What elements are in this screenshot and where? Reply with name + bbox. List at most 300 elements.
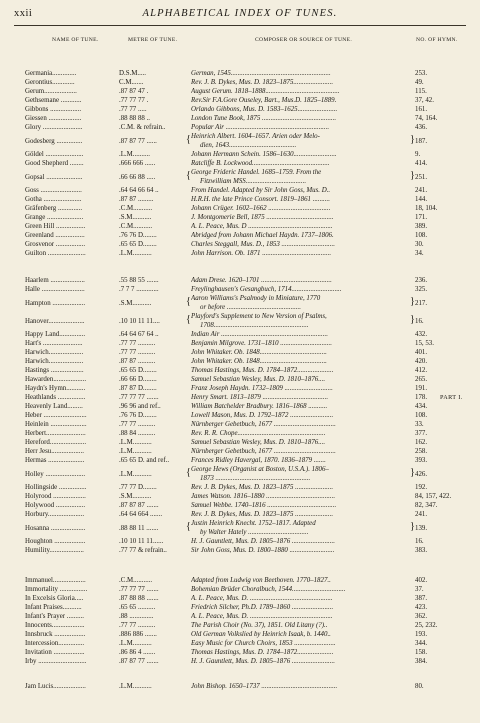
tune-source: John Whitaker. Ob. 1848....................................... xyxy=(191,349,327,356)
tune-metre: .77 77 .......... xyxy=(119,622,156,629)
index-row xyxy=(0,682,480,691)
hymn-number: 393. xyxy=(415,457,428,464)
tune-source: Rev. J. B. Dykes, Mus. D. 1823–1875 ...................... xyxy=(191,484,334,491)
index-row xyxy=(0,231,480,240)
tune-source: H. J. Gauntlett, Mus. D. 1805–1876 ......................... xyxy=(191,538,335,545)
tune-source-continued: 1708....................................................... xyxy=(200,322,309,329)
tune-source: Freylinghausen's Gesangbuch, 1714............................. xyxy=(191,286,342,293)
tune-name: Innocents................... xyxy=(25,622,85,629)
tune-name: Hart's ....................... xyxy=(25,340,83,347)
index-row xyxy=(0,213,480,222)
index-row xyxy=(0,159,480,168)
index-row xyxy=(0,294,480,312)
index-row xyxy=(0,537,480,546)
tune-name: Godesberg ............... xyxy=(25,137,83,145)
part-label: PART I. xyxy=(440,394,463,401)
tune-source: Bohemian Brüder Choralbuch, 1544............................... xyxy=(191,586,346,593)
hymn-number: 162. xyxy=(415,439,428,446)
hymn-number: 325. xyxy=(415,286,428,293)
index-row xyxy=(0,249,480,258)
hymn-number: 236. xyxy=(415,277,428,284)
tune-metre: .C.M. & refrain.. xyxy=(119,124,166,131)
tune-name: Greenland ................. xyxy=(25,232,85,239)
tune-source: Samuel Sebastian Wesley, Mus. D. 1810–1876.... xyxy=(191,439,326,446)
hymn-number: 344. xyxy=(415,640,428,647)
index-row xyxy=(0,357,480,366)
hymn-number: 15, 53. xyxy=(415,340,434,347)
index-row xyxy=(0,501,480,510)
tune-metre: .65 65 D........ xyxy=(119,367,157,374)
tune-name: Heber ......................... xyxy=(25,412,87,419)
index-row xyxy=(0,594,480,603)
index-row xyxy=(0,204,480,213)
tune-metre: .87 87 77 ....... xyxy=(119,658,159,665)
page-title: ALPHABETICAL INDEX OF TUNES. xyxy=(142,8,338,19)
tune-source: John Harrison. Ob. 1871 ........................................ xyxy=(191,250,332,257)
tune-metre: .77 77 77 ....... xyxy=(119,586,159,593)
index-row xyxy=(0,456,480,465)
tune-name: Good Shepherd ........ xyxy=(25,160,84,167)
index-row xyxy=(0,402,480,411)
tune-source: Thomas Hastings, Mus. D. 1784–1872..................... xyxy=(191,367,334,374)
hymn-number: 178. xyxy=(415,394,428,401)
index-row xyxy=(0,393,480,402)
tune-metre: .77 77 .......... xyxy=(119,421,156,428)
index-row xyxy=(0,348,480,357)
index-row xyxy=(0,510,480,519)
tune-metre: .S.M........... xyxy=(119,493,152,500)
right-brace: } xyxy=(410,296,415,307)
tune-metre: .C.M........... xyxy=(119,577,153,584)
tune-source: Abridged from Johann Michael Haydn. 1737–1806. xyxy=(191,232,334,239)
tune-source: Nürnberger Gebetbuch, 1677 .................................... xyxy=(191,448,336,455)
tune-name: Guilton ...................... xyxy=(25,250,86,257)
tune-metre: .88 .............. xyxy=(119,613,154,620)
left-brace: { xyxy=(186,170,191,181)
index-row xyxy=(0,330,480,339)
index-row xyxy=(0,96,480,105)
hymn-number: 389. xyxy=(415,223,428,230)
index-row xyxy=(0,384,480,393)
index-row xyxy=(0,69,480,78)
tune-metre: .76 76 D........ xyxy=(119,232,157,239)
tune-name: Gethsemane ............ xyxy=(25,97,82,104)
tune-name: Hastings ................... xyxy=(25,367,84,374)
hymn-number: 377. xyxy=(415,430,428,437)
hymn-number: 193. xyxy=(415,631,428,638)
hymn-number: 401. xyxy=(415,349,428,356)
tune-source-continued: dien, 1643....................................... xyxy=(200,142,297,149)
right-brace: } xyxy=(410,134,415,145)
tune-name: Gibbons .................. xyxy=(25,106,82,113)
tune-metre: .87 87 D........ xyxy=(119,385,157,392)
tune-metre: .65 65 D. and ref.. xyxy=(119,457,170,464)
tune-metre: .L.M........... xyxy=(119,439,152,446)
tune-metre: .64 64 664 ....... xyxy=(119,511,163,518)
tune-source: Sir John Goss, Mus. D. 1800–1880 .......................... xyxy=(191,547,335,554)
tune-name: In Excelsis Gloria..... xyxy=(25,595,84,602)
tune-source: A. L. Peace, Mus. D ................................................. xyxy=(191,223,333,230)
index-row xyxy=(0,648,480,657)
tune-name: Houghton .................. xyxy=(25,538,86,545)
tune-source: Charles Steggall, Mus. D., 1853 ............................... xyxy=(191,241,335,248)
tune-name: Irby ............................ xyxy=(25,658,87,665)
hymn-number: 18, 104. xyxy=(415,205,438,212)
hymn-number: 144. xyxy=(415,196,428,203)
tune-source-continued: 1873 ....................................................... xyxy=(200,475,311,482)
tune-metre: .96 96 and ref.. xyxy=(119,403,161,410)
page-header xyxy=(14,8,466,24)
index-row xyxy=(0,87,480,96)
tune-source-continued: Fitzwilliam MSS................................... xyxy=(200,178,307,185)
tune-source: John Whitaker. Ob. 1848....................................... xyxy=(191,358,327,365)
hymn-number: 161. xyxy=(415,106,428,113)
tune-name: Hereford..................... xyxy=(25,439,87,446)
hymn-number: 37, 42. xyxy=(415,97,434,104)
hymn-number: 436. xyxy=(415,124,428,131)
tune-source: A. L. Peace, Mus. D. ................................................ xyxy=(191,613,333,620)
tune-source: Friedrich Silcher, Ph.D. 1789–1860 ........................ xyxy=(191,604,334,611)
tune-name: Hawarden................... xyxy=(25,376,87,383)
index-row xyxy=(0,411,480,420)
tune-metre: .77 77 .......... xyxy=(119,349,156,356)
tune-metre: .66 66 D........ xyxy=(119,376,157,383)
index-row xyxy=(0,375,480,384)
index-row xyxy=(0,639,480,648)
tune-name: Herr Jesu................... xyxy=(25,448,84,455)
tune-source: Rev.Sir F.A.Gore Ouseley, Bart., Mus.D. 1825–1889. xyxy=(191,97,337,104)
right-brace: } xyxy=(410,170,415,181)
hymn-number: 108. xyxy=(415,232,428,239)
tune-metre: .88 88 88 .. xyxy=(119,115,151,122)
index-row xyxy=(0,438,480,447)
hymn-number: 115. xyxy=(415,88,427,95)
tune-name: Intercession............... xyxy=(25,640,85,647)
hymn-number: 426. xyxy=(415,470,428,478)
tune-source: Nürnberger Gebetbuch, 1677 .................................... xyxy=(191,421,336,428)
tune-source: Popular Air ............................................................ xyxy=(191,124,330,131)
tune-metre: .65 65 D........ xyxy=(119,241,157,248)
index-row xyxy=(0,105,480,114)
hymn-number: 241. xyxy=(415,511,428,518)
index-row xyxy=(0,630,480,639)
tune-source: Benjamin Milgrove. 1731–1810 .............................. xyxy=(191,340,332,347)
hymn-number: 74, 164. xyxy=(415,115,438,122)
tune-source: Samuel Sebastian Wesley, Mus. D. 1810–1876.... xyxy=(191,376,326,383)
right-brace: } xyxy=(410,521,415,532)
tune-source: London Tune Book, 1875 ........................................... xyxy=(191,115,337,122)
left-brace: { xyxy=(186,314,191,325)
index-row xyxy=(0,585,480,594)
tune-name: Halle ......................... xyxy=(25,286,85,293)
tune-name: Invitation .................. xyxy=(25,649,85,656)
tune-metre: .88 84 .......... xyxy=(119,430,156,437)
tune-name: Holley ....................... xyxy=(25,470,86,478)
tune-name: Gräfenberg .............. xyxy=(25,205,83,212)
tune-metre: .86 86 4 ....... xyxy=(119,649,156,656)
index-row xyxy=(0,519,480,537)
index-row xyxy=(0,603,480,612)
tune-source: Orlando Gibbons, Mus. D. 1583–1625....................... xyxy=(191,106,338,113)
index-row xyxy=(0,195,480,204)
tune-source: H. J. Gauntlett, Mus. D. 1805–1876 ......................... xyxy=(191,658,335,665)
tune-name: Jam Lucis................... xyxy=(25,683,86,690)
tune-name: Heinlein ..................... xyxy=(25,421,87,428)
tune-metre: .76 76 D........ xyxy=(119,412,157,419)
hymn-number: 34. xyxy=(415,250,424,257)
tune-metre: .87 87 47 . xyxy=(119,88,149,95)
index-row xyxy=(0,483,480,492)
hymn-number: 387. xyxy=(415,595,428,602)
tune-metre: .66 66 88 ..... xyxy=(119,173,156,181)
tune-name: Green Hill ................. xyxy=(25,223,86,230)
tune-metre: .7 7 7 ............. xyxy=(119,286,159,293)
index-row xyxy=(0,222,480,231)
hymn-number: 171. xyxy=(415,214,428,221)
hymn-number: 158. xyxy=(415,649,428,656)
index-row xyxy=(0,114,480,123)
tune-source: Easy Music for Church Choirs, 1853 ........................ xyxy=(191,640,336,647)
hymn-number: 25, 232. xyxy=(415,622,438,629)
index-row xyxy=(0,465,480,483)
tune-name: Herbert....................... xyxy=(25,430,86,437)
hymn-number: 49. xyxy=(415,79,424,86)
hymn-number: 37. xyxy=(415,586,424,593)
tune-metre: .77 77 & refrain.. xyxy=(119,547,167,554)
tune-metre: .77 77 77 ....... xyxy=(119,394,159,401)
tune-source: John Bishop. 1650–1737 ............................................ xyxy=(191,683,338,690)
index-row xyxy=(0,339,480,348)
index-row xyxy=(0,312,480,330)
tune-name: Hosanna .................... xyxy=(25,524,86,532)
tune-metre: .87 87 .......... xyxy=(119,358,156,365)
tune-metre: .L.M........... xyxy=(119,470,152,478)
tune-name: Hanover..................... xyxy=(25,317,85,325)
tune-name: Hermas ..................... xyxy=(25,457,85,464)
hymn-number: 432. xyxy=(415,331,428,338)
tune-metre: .L.M........... xyxy=(119,250,152,257)
hymn-number: 139. xyxy=(415,524,428,532)
tune-metre: .666 666 ...... xyxy=(119,160,156,167)
tune-metre: .77 77 77 . xyxy=(119,97,149,104)
tune-source: Playford's Supplement to New Version of Psalms, xyxy=(191,313,327,320)
tune-metre: .87 87 ......... xyxy=(119,196,154,203)
tune-metre: .77 77 .......... xyxy=(119,340,156,347)
tune-source: Frances Ridley Havergal, 1870. 1836–1879 ....... xyxy=(191,457,326,464)
tune-source: Indian Air .............................................................. xyxy=(191,331,328,338)
tune-name: Gerontius............. xyxy=(25,79,75,86)
tune-name: Harwich.................... xyxy=(25,349,84,356)
tune-source: A. L. Peace, Mus. D. ................................................ xyxy=(191,595,333,602)
tune-metre: .55 88 55 ....... xyxy=(119,277,159,284)
tune-source: August Gerum. 1818–1888........................................... xyxy=(191,88,340,95)
left-brace: { xyxy=(186,521,191,532)
tune-metre: .87 88 88 ....... xyxy=(119,595,159,602)
index-row xyxy=(0,132,480,150)
hymn-number: 33. xyxy=(415,421,424,428)
index-row xyxy=(0,447,480,456)
hymn-number: 187. xyxy=(415,137,428,145)
hymn-number: 402. xyxy=(415,577,428,584)
tune-name: Göldel ...................... xyxy=(25,151,84,158)
hymn-number: 16. xyxy=(415,538,424,545)
tune-metre: C.M....... xyxy=(119,79,144,86)
index-row xyxy=(0,576,480,585)
index-row xyxy=(0,366,480,375)
tune-metre: .L.M........... xyxy=(119,448,152,455)
page-number: xxii xyxy=(14,8,33,19)
tune-name: Immanuel................... xyxy=(25,577,86,584)
tune-source-continued: by Walter Hately ................................... xyxy=(200,529,309,536)
tune-name: Infant Praises........... xyxy=(25,604,82,611)
hymn-number: 108. xyxy=(415,412,428,419)
tune-source-continued: or before ........................................... xyxy=(200,304,301,311)
hymn-number: 434. xyxy=(415,403,428,410)
tune-source: Adapted from Ludwig von Beethoven. 1770–1827.. xyxy=(191,577,331,584)
hymn-number: 82, 347. xyxy=(415,502,438,509)
hymn-number: 412. xyxy=(415,367,428,374)
tune-metre: .88 88 11 ....... xyxy=(119,524,159,532)
index-row xyxy=(0,276,480,285)
left-brace: { xyxy=(186,296,191,307)
hymn-number: 258. xyxy=(415,448,428,455)
tune-source: Samuel Webbe. 1740–1816 ........................................ xyxy=(191,502,337,509)
index-row xyxy=(0,546,480,555)
tune-source: Lowell Mason, Mus. D. 1792–1872 ......................... xyxy=(191,412,334,419)
hymn-number: 30. xyxy=(415,241,424,248)
tune-source: German, 1545.......................................................... xyxy=(191,70,331,77)
tune-metre: .L.M........... xyxy=(119,640,152,647)
tune-name: Grosvenor ................. xyxy=(25,241,86,248)
index-row xyxy=(0,621,480,630)
tune-metre: .L.M.......... xyxy=(119,151,151,158)
tune-source: J. Montgomerie Bell, 1875 ....................................... xyxy=(191,214,334,221)
index-row xyxy=(0,420,480,429)
tune-name: Harwich.................... xyxy=(25,358,84,365)
hymn-number: 217. xyxy=(415,299,428,307)
tune-source: James Watson. 1816–1880 ........................................ xyxy=(191,493,336,500)
right-brace: } xyxy=(410,314,415,325)
tune-source: Henry Smart. 1813–1879 ...................................... xyxy=(191,394,329,401)
hymn-number: 80. xyxy=(415,683,424,690)
tune-metre: .77 77 D........ xyxy=(119,484,157,491)
hymn-number: 191. xyxy=(415,385,428,392)
hymn-number: 362. xyxy=(415,613,428,620)
header-rule xyxy=(14,25,466,26)
hymn-number: 16. xyxy=(415,317,424,325)
tune-source: Ratcliffe B. Lockwood............................................. xyxy=(191,160,330,167)
tune-metre: .10 10 11 11...... xyxy=(119,538,164,545)
hymn-number: 192. xyxy=(415,484,428,491)
tune-name: Infant's Prayer .......... xyxy=(25,613,85,620)
left-brace: { xyxy=(186,134,191,145)
tune-name: Gerum................... xyxy=(25,88,77,95)
col-header-metre: METRE OF TUNE. xyxy=(128,37,178,43)
tune-name: Hollingside ................ xyxy=(25,484,87,491)
hymn-number: 265. xyxy=(415,376,428,383)
tune-name: Heathlands ................ xyxy=(25,394,86,401)
tune-metre: .64 64 67 64 .. xyxy=(119,331,159,338)
left-brace: { xyxy=(186,467,191,478)
tune-metre: .C.M........... xyxy=(119,223,153,230)
tune-source: Justin Heinrich Knecht. 1752–1817. Adapted xyxy=(191,520,316,527)
tune-name: Glory ....................... xyxy=(25,124,83,131)
column-headers xyxy=(0,37,480,45)
tune-source: Rev. J. B. Dykes, Mus. D. 1823–1875 ...................... xyxy=(191,511,334,518)
tune-name: Humility.................... xyxy=(25,547,84,554)
tune-metre: .65 65 .......... xyxy=(119,604,156,611)
tune-name: Holywood ................. xyxy=(25,502,86,509)
tune-name: Grange ..................... xyxy=(25,214,84,221)
tune-name: Giessen ................... xyxy=(25,115,82,122)
index-row xyxy=(0,285,480,294)
hymn-number: 384. xyxy=(415,658,428,665)
tune-metre: .S.M........... xyxy=(119,299,152,307)
tune-name: Happy Land............... xyxy=(25,331,86,338)
tune-source: Franz Joseph Haydn. 1732–1809 ............................ xyxy=(191,385,333,392)
tune-name: Gotha ...................... xyxy=(25,196,82,203)
tune-source: George Frideric Handel. 1685–1759. From the xyxy=(191,169,322,176)
tune-metre: .87 87 77 ...... xyxy=(119,137,157,145)
index-row xyxy=(0,429,480,438)
tune-metre: .64 64 66 64 .. xyxy=(119,187,159,194)
hymn-number: 84, 157, 422. xyxy=(415,493,452,500)
tune-name: Holyrood ................... xyxy=(25,493,86,500)
hymn-number: 253. xyxy=(415,70,428,77)
right-brace: } xyxy=(410,467,415,478)
tune-name: Horbury..................... xyxy=(25,511,85,518)
tune-source: Adam Drese. 1620–1701 ......................................... xyxy=(191,277,332,284)
index-row xyxy=(0,492,480,501)
hymn-number: 241. xyxy=(415,187,428,194)
col-header-hymn: NO. OF HYMN. xyxy=(416,37,458,43)
index-row xyxy=(0,186,480,195)
index-row xyxy=(0,168,480,186)
tune-source: Rev. J. B. Dykes, Mus. D. 1823–1875....................... xyxy=(191,79,334,86)
tune-source: Old German Volkslied by Heinrich Isaak, b. 1440.. xyxy=(191,631,331,638)
tune-source: Johann Hermann Schein. 1586–1630......................... xyxy=(191,151,337,158)
tune-name: Hampton ................... xyxy=(25,299,86,307)
tune-source: Aaron Williams's Psalmody in Miniature, 1770 xyxy=(191,295,321,302)
tune-source: From Handel. Adapted by Sir John Goss, Mus. D.. xyxy=(191,187,331,194)
index-row xyxy=(0,123,480,132)
tune-source: George Hews (Organist at Boston, U.S.A.). 1806– xyxy=(191,466,329,473)
index-row xyxy=(0,150,480,159)
tune-metre: .77 77 ..... xyxy=(119,106,147,113)
hymn-number: 9. xyxy=(415,151,421,158)
hymn-number: 420. xyxy=(415,358,428,365)
tune-metre: .L.M........... xyxy=(119,683,152,690)
tune-name: Gopsal ..................... xyxy=(25,173,83,181)
col-header-source: COMPOSER OR SOURCE OF TUNE. xyxy=(255,37,353,43)
index-row xyxy=(0,240,480,249)
tune-metre: .886 886 ....... xyxy=(119,631,157,638)
tune-name: Germania.............. xyxy=(25,70,77,77)
tune-source: Rev. R. R. Chope................................................... xyxy=(191,430,326,437)
tune-name: Immortality ................ xyxy=(25,586,88,593)
tune-source: William Batchelder Bradbury. 1816–1868 ........... xyxy=(191,403,328,410)
tune-source: Thomas Hastings, Mus. D. 1784–1872..................... xyxy=(191,649,334,656)
index-row xyxy=(0,657,480,666)
tune-name: Haarlem .................... xyxy=(25,277,85,284)
tune-metre: .10 10 11 11.... xyxy=(119,317,160,325)
index-row xyxy=(0,78,480,87)
tune-metre: .C.M........... xyxy=(119,205,153,212)
tune-source: Johann Crüger. 1602–1662 .................................... xyxy=(191,205,331,212)
col-header-tune: NAME OF TUNE. xyxy=(52,37,99,43)
tune-name: Innsbruck .................. xyxy=(25,631,86,638)
tune-name: Haydn's Hymn........... xyxy=(25,385,86,392)
